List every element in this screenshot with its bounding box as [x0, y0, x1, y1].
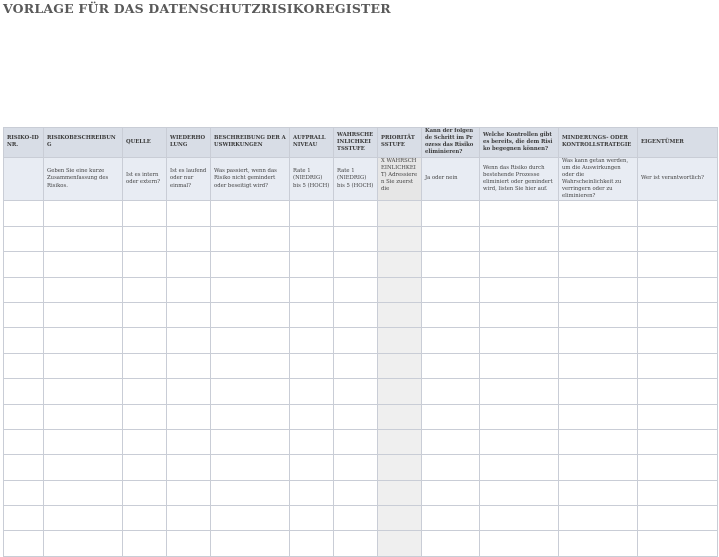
table-cell[interactable]	[378, 379, 422, 404]
guide-cell-likelihood-level[interactable]: Rate 1 (NIEDRIG) bis 5 (HOCH)	[334, 157, 378, 201]
table-cell[interactable]	[422, 404, 480, 429]
table-cell[interactable]	[211, 277, 290, 302]
table-cell[interactable]	[559, 531, 638, 556]
table-cell[interactable]	[167, 353, 211, 378]
table-cell[interactable]	[44, 226, 123, 251]
table-cell[interactable]	[290, 353, 334, 378]
table-cell[interactable]	[4, 226, 44, 251]
table-cell[interactable]	[211, 455, 290, 480]
table-row	[4, 252, 718, 277]
table-cell[interactable]	[211, 531, 290, 556]
guide-cell-risk-id[interactable]	[4, 157, 44, 201]
table-cell[interactable]	[123, 302, 167, 327]
guide-cell-mitigation-strategy[interactable]: Was kann getan werden, um die Auswirkungen oder die Wahrscheinlichkeit zu verringern oder zu eliminieren?	[559, 157, 638, 201]
table-cell[interactable]	[167, 226, 211, 251]
table-cell[interactable]	[4, 455, 44, 480]
table-cell[interactable]	[378, 302, 422, 327]
header-risk-description: RISIKOBESCHREIBUNG	[44, 128, 123, 158]
table-cell[interactable]	[422, 379, 480, 404]
table-cell[interactable]	[559, 455, 638, 480]
table-cell[interactable]	[211, 201, 290, 226]
table-cell[interactable]	[211, 429, 290, 454]
header-priority-level: PRIORITÄTSSTUFE	[378, 128, 422, 158]
table-cell[interactable]	[422, 226, 480, 251]
table-cell[interactable]	[44, 429, 123, 454]
table-cell[interactable]	[422, 429, 480, 454]
table-cell[interactable]	[378, 506, 422, 531]
header-owner: EIGENTÜMER	[638, 128, 718, 158]
table-cell[interactable]	[211, 328, 290, 353]
table-row	[4, 404, 718, 429]
table-cell[interactable]	[123, 277, 167, 302]
table-row	[4, 226, 718, 251]
table-cell[interactable]	[378, 353, 422, 378]
table-cell[interactable]	[44, 252, 123, 277]
table-cell[interactable]	[559, 506, 638, 531]
risk-register-table	[3, 127, 718, 557]
guide-cell-recurrence[interactable]: Ist es laufend oder nur einmal?	[167, 157, 211, 201]
guide-cell-eliminate-next-step[interactable]: Ja oder nein	[422, 157, 480, 201]
table-cell[interactable]	[378, 455, 422, 480]
table-row	[4, 480, 718, 505]
table-cell[interactable]	[167, 455, 211, 480]
table-cell[interactable]	[559, 404, 638, 429]
table-cell[interactable]	[4, 328, 44, 353]
table-cell[interactable]	[167, 379, 211, 404]
table-cell[interactable]	[4, 429, 44, 454]
table-cell[interactable]	[44, 531, 123, 556]
table-row	[4, 201, 718, 226]
table-cell[interactable]	[290, 201, 334, 226]
table-cell[interactable]	[167, 531, 211, 556]
table-row	[4, 455, 718, 480]
table-cell[interactable]	[4, 302, 44, 327]
table-cell[interactable]	[638, 252, 718, 277]
table-cell[interactable]	[480, 201, 559, 226]
guide-cell-risk-description[interactable]: Geben Sie eine kurze Zusammenfassung des Risikos.	[44, 157, 123, 201]
table-cell[interactable]	[334, 353, 378, 378]
table-cell[interactable]	[559, 302, 638, 327]
table-cell[interactable]	[4, 277, 44, 302]
table-cell[interactable]	[123, 429, 167, 454]
table-cell[interactable]	[480, 480, 559, 505]
table-cell[interactable]	[638, 277, 718, 302]
table-row	[4, 379, 718, 404]
table-cell[interactable]	[638, 404, 718, 429]
table-cell[interactable]	[422, 353, 480, 378]
table-cell[interactable]	[334, 506, 378, 531]
table-cell[interactable]	[422, 201, 480, 226]
guide-cell-source[interactable]: Ist es intern oder extern?	[123, 157, 167, 201]
table-cell[interactable]	[638, 429, 718, 454]
table-cell[interactable]	[44, 353, 123, 378]
table-cell[interactable]	[334, 252, 378, 277]
header-source: QUELLE	[123, 128, 167, 158]
table-cell[interactable]	[480, 429, 559, 454]
table-cell[interactable]	[559, 328, 638, 353]
table-cell[interactable]	[480, 531, 559, 556]
table-cell[interactable]	[638, 302, 718, 327]
table-cell[interactable]	[480, 252, 559, 277]
header-likelihood-level: WAHRSCHEINLICHKEITSSTUFE	[334, 128, 378, 158]
header-impact-level: AUFPRALL NIVEAU	[290, 128, 334, 158]
header-recurrence: WIEDERHOLUNG	[167, 128, 211, 158]
table-cell[interactable]	[559, 429, 638, 454]
table-cell[interactable]	[422, 531, 480, 556]
table-row	[4, 353, 718, 378]
table-cell[interactable]	[167, 277, 211, 302]
table-cell[interactable]	[480, 226, 559, 251]
table-cell[interactable]	[422, 328, 480, 353]
table-cell[interactable]	[480, 353, 559, 378]
table-cell[interactable]	[44, 379, 123, 404]
table-cell[interactable]	[290, 379, 334, 404]
table-cell[interactable]	[123, 480, 167, 505]
table-cell[interactable]	[290, 480, 334, 505]
table-cell[interactable]	[4, 252, 44, 277]
table-cell[interactable]	[211, 353, 290, 378]
header-impact-description: BESCHREIBUNG DER AUSWIRKUNGEN	[211, 128, 290, 158]
table-cell[interactable]	[422, 455, 480, 480]
table-cell[interactable]	[290, 302, 334, 327]
table-cell[interactable]	[44, 302, 123, 327]
table-row	[4, 302, 718, 327]
table-cell[interactable]	[559, 201, 638, 226]
header-risk-id: RISIKO-ID NR.	[4, 128, 44, 158]
table-cell[interactable]	[378, 252, 422, 277]
table-cell[interactable]	[123, 328, 167, 353]
table-cell[interactable]	[334, 226, 378, 251]
table-cell[interactable]	[422, 277, 480, 302]
table-row	[4, 328, 718, 353]
table-cell[interactable]	[378, 328, 422, 353]
table-cell[interactable]	[559, 353, 638, 378]
table-cell[interactable]	[123, 353, 167, 378]
table-cell[interactable]	[480, 455, 559, 480]
table-row	[4, 506, 718, 531]
table-cell[interactable]	[378, 404, 422, 429]
table-cell[interactable]	[378, 226, 422, 251]
table-cell[interactable]	[638, 455, 718, 480]
table-cell[interactable]	[334, 480, 378, 505]
table-cell[interactable]	[638, 506, 718, 531]
table-cell[interactable]	[4, 379, 44, 404]
table-cell[interactable]	[167, 328, 211, 353]
table-cell[interactable]	[334, 302, 378, 327]
table-cell[interactable]	[334, 429, 378, 454]
table-cell[interactable]	[559, 480, 638, 505]
table-cell[interactable]	[334, 379, 378, 404]
table-cell[interactable]	[4, 404, 44, 429]
table-cell[interactable]	[378, 277, 422, 302]
table-cell[interactable]	[638, 480, 718, 505]
table-cell[interactable]	[167, 201, 211, 226]
table-cell[interactable]	[211, 302, 290, 327]
table-cell[interactable]	[211, 480, 290, 505]
table-cell[interactable]	[290, 404, 334, 429]
table-cell[interactable]	[211, 506, 290, 531]
table-cell[interactable]	[44, 201, 123, 226]
table-cell[interactable]	[559, 379, 638, 404]
page-title: VORLAGE FÜR DAS DATENSCHUTZRISIKOREGISTER	[3, 1, 391, 16]
table-cell[interactable]	[44, 455, 123, 480]
table-cell[interactable]	[480, 277, 559, 302]
table-cell[interactable]	[44, 506, 123, 531]
table-cell[interactable]	[638, 201, 718, 226]
table-cell[interactable]	[211, 379, 290, 404]
table-cell[interactable]	[290, 328, 334, 353]
table-cell[interactable]	[334, 201, 378, 226]
header-row	[4, 128, 718, 158]
table-cell[interactable]	[123, 226, 167, 251]
table-cell[interactable]	[290, 455, 334, 480]
table-row	[4, 429, 718, 454]
table-cell[interactable]	[480, 379, 559, 404]
table-cell[interactable]	[123, 455, 167, 480]
table-cell[interactable]	[334, 455, 378, 480]
table-cell[interactable]	[378, 429, 422, 454]
table-cell[interactable]	[44, 480, 123, 505]
table-cell[interactable]	[44, 328, 123, 353]
table-cell[interactable]	[378, 531, 422, 556]
header-mitigation-strategy: MINDERUNGS- ODER KONTROLLSTRATEGIE	[559, 128, 638, 158]
table-cell[interactable]	[123, 404, 167, 429]
table-cell[interactable]	[123, 531, 167, 556]
table-cell[interactable]	[167, 404, 211, 429]
table-cell[interactable]	[422, 302, 480, 327]
guide-row	[4, 157, 718, 201]
table-cell[interactable]	[334, 404, 378, 429]
table-cell[interactable]	[211, 404, 290, 429]
table-cell[interactable]	[378, 201, 422, 226]
table-cell[interactable]	[290, 226, 334, 251]
table-cell[interactable]	[559, 252, 638, 277]
table-cell[interactable]	[638, 226, 718, 251]
table-cell[interactable]	[167, 480, 211, 505]
table-row	[4, 277, 718, 302]
table-cell[interactable]	[290, 277, 334, 302]
table-cell[interactable]	[422, 252, 480, 277]
table-cell[interactable]	[559, 277, 638, 302]
table-cell[interactable]	[4, 201, 44, 226]
table-cell[interactable]	[638, 531, 718, 556]
table-cell[interactable]	[167, 429, 211, 454]
table-cell[interactable]	[638, 328, 718, 353]
table-cell[interactable]	[4, 506, 44, 531]
header-eliminate-next-step: Kann der folgende Schritt im Prozess das Risiko eliminieren?	[422, 128, 480, 158]
table-cell[interactable]	[422, 506, 480, 531]
table-cell[interactable]	[44, 404, 123, 429]
guide-cell-owner[interactable]: Wer ist verantwortlich?	[638, 157, 718, 201]
table-cell[interactable]	[422, 480, 480, 505]
header-existing-controls: Welche Kontrollen gibt es bereits, die dem Risiko begegnen können?	[480, 128, 559, 158]
table-cell[interactable]	[211, 226, 290, 251]
table-cell[interactable]	[290, 429, 334, 454]
guide-cell-impact-description[interactable]: Was passiert, wenn das Risiko nicht gemindert oder beseitigt wird?	[211, 157, 290, 201]
table-cell[interactable]	[334, 328, 378, 353]
guide-cell-priority-level[interactable]: X WAHRSCHEINLICHKEIT) Adressieren Sie zuerst die	[378, 157, 422, 201]
table-cell[interactable]	[123, 379, 167, 404]
table-cell[interactable]	[4, 531, 44, 556]
table-row	[4, 531, 718, 556]
table-cell[interactable]	[559, 226, 638, 251]
table-cell[interactable]	[123, 506, 167, 531]
table-cell[interactable]	[211, 252, 290, 277]
table-cell[interactable]	[123, 252, 167, 277]
table-cell[interactable]	[123, 201, 167, 226]
table-cell[interactable]	[480, 328, 559, 353]
table-cell[interactable]	[480, 404, 559, 429]
table-cell[interactable]	[334, 531, 378, 556]
table-cell[interactable]	[44, 277, 123, 302]
table-cell[interactable]	[4, 480, 44, 505]
table-cell[interactable]	[638, 379, 718, 404]
guide-cell-impact-level[interactable]: Rate 1 (NIEDRIG) bis 5 (HOCH)	[290, 157, 334, 201]
table-cell[interactable]	[167, 506, 211, 531]
table-cell[interactable]	[290, 531, 334, 556]
table-cell[interactable]	[4, 353, 44, 378]
table-cell[interactable]	[167, 302, 211, 327]
table-cell[interactable]	[638, 353, 718, 378]
table-cell[interactable]	[480, 302, 559, 327]
table-cell[interactable]	[480, 506, 559, 531]
table-cell[interactable]	[290, 252, 334, 277]
table-cell[interactable]	[290, 506, 334, 531]
table-cell[interactable]	[334, 277, 378, 302]
table-cell[interactable]	[167, 252, 211, 277]
table-cell[interactable]	[378, 480, 422, 505]
guide-cell-existing-controls[interactable]: Wenn das Risiko durch bestehende Prozesse eliminiert oder gemindert wird, listen Sie hier auf.	[480, 157, 559, 201]
